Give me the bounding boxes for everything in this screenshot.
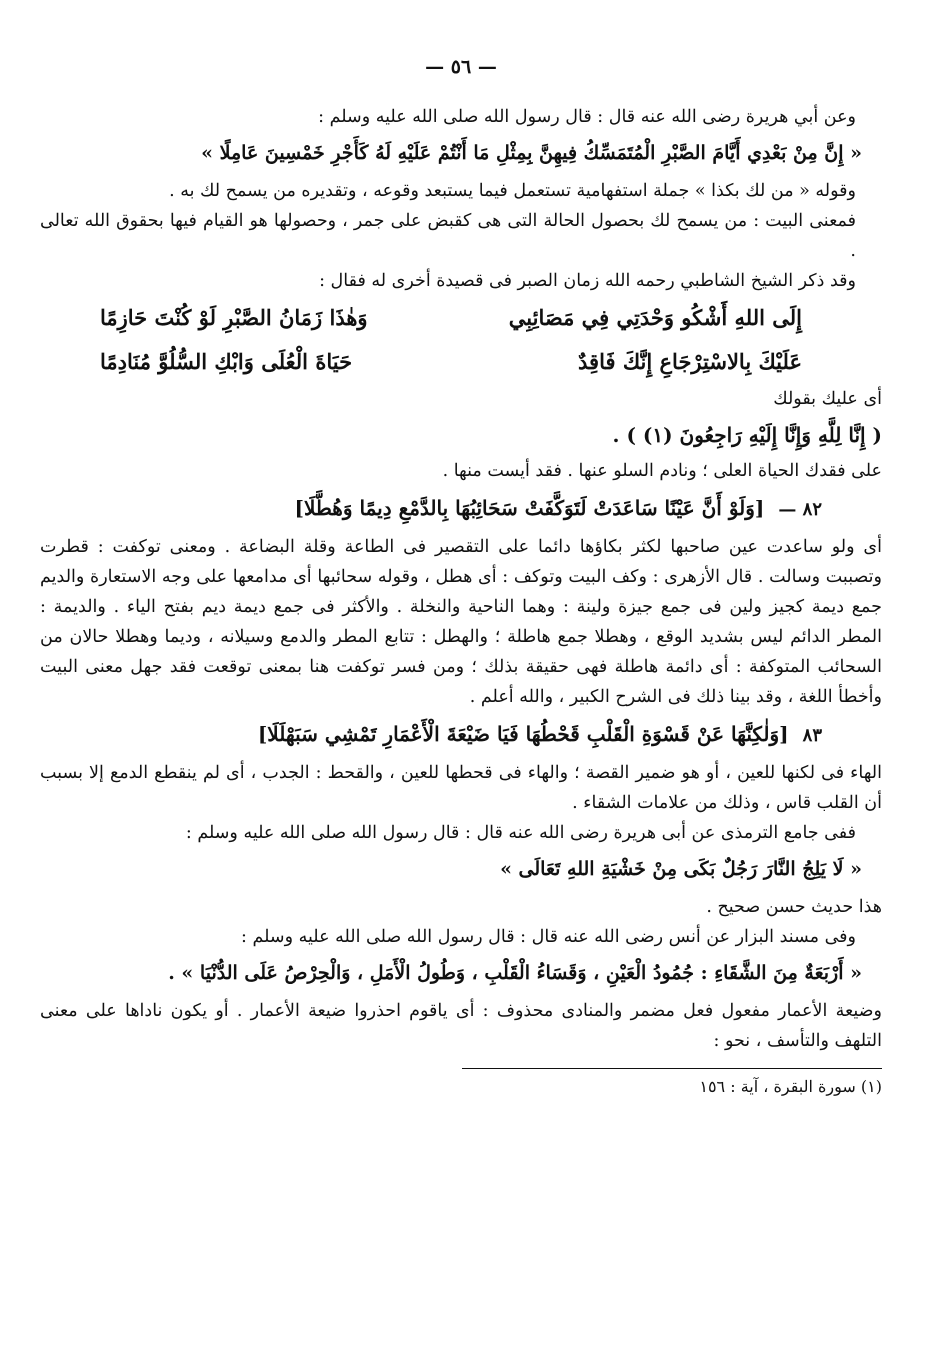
quran-verse: ( إِنَّا لِلَّهِ وَإِنَّا إِلَيْهِ رَاجِعُونَ (١) ) . <box>612 423 882 447</box>
verse-text: [وَلَوْ أَنَّ عَيْنًا سَاعَدَتْ لَتَوَكَّفَتْ سَحَائِبُهَا بِالدَّمْعِ دِيمًا وَهُطَّلَا] <box>294 496 765 520</box>
verse-first-hemistich: عَلَيْكَ بِالاسْتِرْجَاعِ إِنَّكَ فَاقِدٌ <box>578 349 802 374</box>
paragraph: وعن أبي هريرة رضى الله عنه قال : قال رسول الله صلى الله عليه وسلم : <box>318 107 856 127</box>
paragraph: على فقدك الحياة العلى ؛ ونادم السلو عنها . فقد أيست منها . <box>442 461 882 481</box>
hadith-text: « إِنَّ مِنْ بَعْدِي أَيَّامَ الصَّبْرِ الْمُتَمَسِّكُ فِيهِنَّ بِمِثْلِ مَا أَنْتُمْ عَلَيْهِ لَهُ كَأَجْرِ خَمْسِينَ عَامِلًا » <box>201 142 862 164</box>
document-page <box>40 56 882 1099</box>
paragraph: هذا حديث حسن صحيح . <box>706 897 882 917</box>
verse-first-hemistich: إِلَى اللهِ أَشْكُو وَحْدَتِي فِي مَصَائِبِي <box>508 305 802 330</box>
paragraph: أى ولو ساعدت عين صاحبها لكثر بكاؤها دائما على التقصير فى الطاعة وقلة البضاعة . ومعنى توكفت : قطرت وتصببت وسالت . قال الأزهرى : وكف البيت وتوكف : أى هطل ، وقوله سحائبها أى مدامعها على وجه الاستعارة والديم جمع ديمة كجيز ولين فى جمع جيزة ولينة : وهما الناحية والنخلة . والأكثر فى جمع ديمة ديم بفتح الياء . والديمة : المطر الدائم ليس بشديد الوقع ، وهطلا جمع هاطلة ؛ والهطل : تتابع المطر والدمع وسيلانه ، وديما وهطلا حالان من السحائب المتوكفة : أى دائمة هاطلة فهى حقيقة بذلك ؛ ومن فسر توكفت هنا بمعنى توقعت فقد جهل معنى البيت وأخطأ اللغة ، وقد بينا ذلك فى الشرح الكبير ، والله أعلم . <box>40 537 882 707</box>
verse-text: [وَلٰكِنَّهَا عَنْ قَسْوَةِ الْقَلْبِ قَحْطُهَا فَيَا ضَيْعَةَ الْأَعْمَارِ تَمْشِي سَبَهْلَلَا] <box>257 722 789 746</box>
footnote: (١) سورة البقرة ، آية : ١٥٦ <box>699 1077 882 1096</box>
paragraph: وفى مسند البزار عن أنس رضى الله عنه قال : قال رسول الله صلى الله عليه وسلم : <box>241 927 856 947</box>
verse-number: ٨٣ <box>802 725 822 746</box>
verse-number: ٨٢ — <box>778 499 822 520</box>
paragraph: وقوله « من لك بكذا » جملة استفهامية تستعمل فيما يستبعد وقوعه ، وتقديره من يسمح لك به . <box>169 181 856 201</box>
hadith-text: « لَا يَلِجُ النَّارَ رَجُلٌ بَكَى مِنْ خَشْيَةِ اللهِ تَعَالَى » <box>500 858 862 880</box>
paragraph: فمعنى البيت : من يسمح لك بحصول الحالة التى هى كقبض على جمر ، وحصولها هو القيام فيها بحقوق الله تعالى . <box>40 211 856 261</box>
verse-second-hemistich: وَهٰذَا زَمَانُ الصَّبْرِ لَوْ كُنْتَ حَازِمًا <box>100 305 368 330</box>
numbered-verse-83 <box>40 714 882 756</box>
paragraph: أى عليك بقولك <box>773 389 882 409</box>
poem-verse <box>40 340 882 384</box>
verse-second-hemistich: حَيَاةَ الْعُلَى وَابْكِ السُّلُوَّ مُنَادِمًا <box>100 349 353 374</box>
paragraph: وضيعة الأعمار مفعول فعل مضمر والمنادى محذوف : أى ياقوم احذروا ضيعة الأعمار . أو يكون ناداها على معنى التلهف والتأسف ، نحو : <box>40 1001 882 1051</box>
paragraph: وقد ذكر الشيخ الشاطبي رحمه الله زمان الصبر فى قصيدة أخرى له فقال : <box>319 271 856 291</box>
paragraph: ففى جامع الترمذى عن أبى هريرة رضى الله عنه قال : قال رسول الله صلى الله عليه وسلم : <box>185 823 856 843</box>
footnote-divider <box>462 1068 882 1069</box>
page-number: — ٥٦ — <box>425 56 497 78</box>
paragraph: الهاء فى لكنها للعين ، أو هو ضمير القصة ؛ والهاء فى قحطها للعين ، والقحط : الجدب ، أى لم ينقطع الدمع إلا بسبب أن القلب قاس ، وذلك من علامات الشقاء . <box>40 763 882 813</box>
numbered-verse-82 <box>40 488 882 530</box>
poem-verse <box>40 296 882 340</box>
hadith-text: « أَرْبَعَةٌ مِنَ الشَّقَاءِ : جُمُودُ الْعَيْنِ ، وَقَسَاءُ الْقَلْبِ ، وَطُولُ الْأَمَلِ ، وَالْحِرْصُ عَلَى الدُّنْيَا » . <box>168 962 862 984</box>
